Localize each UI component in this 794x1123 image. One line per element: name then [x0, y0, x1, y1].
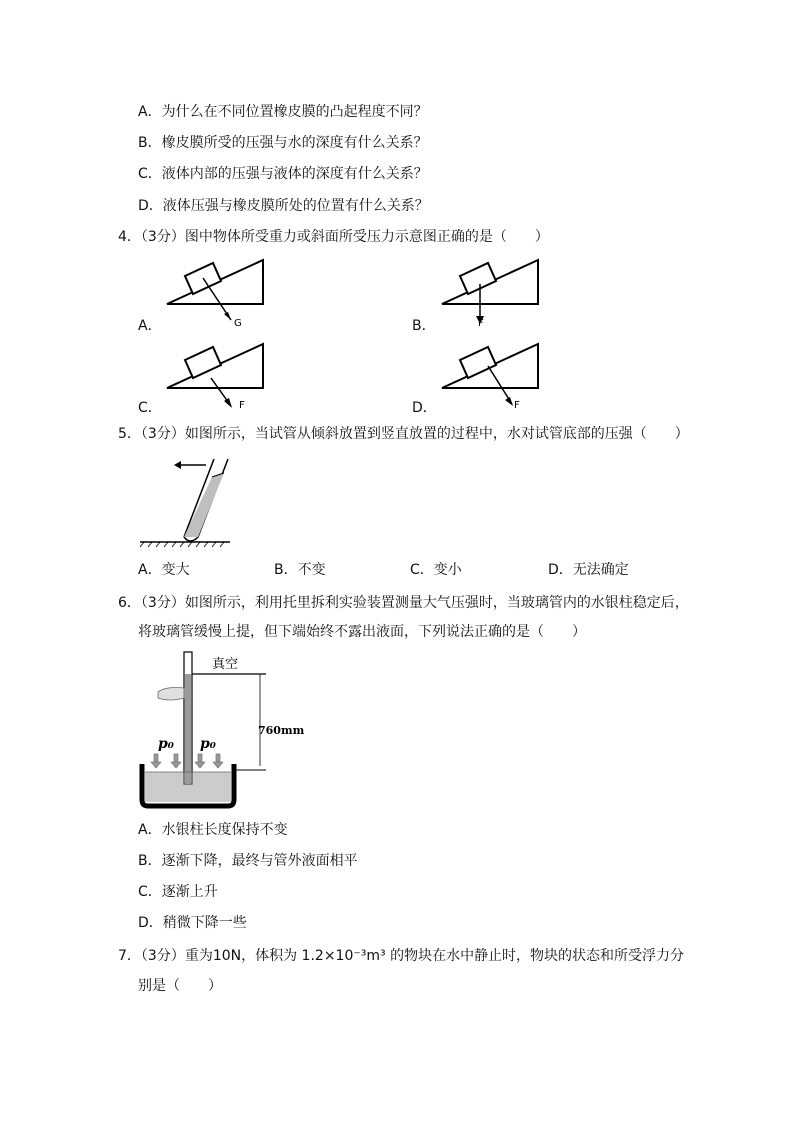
q3-option-c: C．液体内部的压强与液体的深度有什么关系？ — [138, 166, 428, 182]
p0-right-label: p₀ — [200, 736, 216, 752]
q3-option-d: D．液体压强与橡皮膜所处的位置有什么关系？ — [138, 198, 429, 214]
q5-option-a: A．变大 — [138, 562, 190, 578]
q5-stem: 5．（3分）如图所示，当试管从倾斜放置到竖直放置的过程中，水对试管底部的压强（ ） — [118, 426, 689, 442]
block — [185, 347, 221, 378]
block — [460, 347, 496, 378]
arrow-label: F — [514, 400, 520, 411]
arrow-label: G — [234, 318, 242, 329]
q6-option-a: A．水银柱长度保持不变 — [138, 822, 288, 838]
q7-stem-line2: 别是（ ） — [138, 978, 222, 994]
q4-label-b: B． — [412, 318, 436, 334]
q7-stem-line1: 7．（3分）重为10N，体积为 1.2×10⁻³m³ 的物块在水中静止时，物块的状态和所受浮力分 — [118, 948, 685, 964]
p0-left-label: p₀ — [158, 736, 174, 752]
arrow-label: F — [239, 400, 245, 411]
q6-stem-line1: 6．（3分）如图所示，利用托里拆利实验装置测量大气压强时，当玻璃管内的水银柱稳定后， — [118, 595, 689, 611]
vacuum-label: 真空 — [212, 657, 239, 672]
block — [460, 263, 496, 294]
q5-option-d: D．无法确定 — [548, 562, 629, 578]
arrow-label: F — [478, 318, 484, 329]
q4-label-d: D． — [412, 400, 437, 416]
q4-figure-c — [165, 340, 275, 420]
q6-stem-line2: 将玻璃管缓慢上提，但下端始终不露出液面，下列说法正确的是（ ） — [138, 624, 586, 640]
q5-option-c: C．变小 — [410, 562, 462, 578]
q4-figure-d — [440, 340, 550, 420]
q3-option-b: B．橡皮膜所受的压强与水的深度有什么关系？ — [138, 135, 428, 151]
q4-label-a: A． — [138, 318, 162, 334]
q6-option-d: D．稍微下降一些 — [138, 915, 247, 931]
water-column — [184, 473, 224, 537]
q6-torricelli-figure — [140, 652, 320, 812]
hand-icon — [158, 688, 184, 701]
q4-stem: 4．（3分）图中物体所受重力或斜面所受压力示意图正确的是（ ） — [118, 229, 549, 245]
mercury-column — [185, 674, 191, 784]
q4-figure-a — [165, 256, 275, 336]
q3-option-a: A．为什么在不同位置橡皮膜的凸起程度不同？ — [138, 104, 428, 120]
q6-option-b: B．逐渐下降，最终与管外液面相平 — [138, 853, 358, 869]
q4-figure-b — [440, 256, 550, 336]
q5-test-tube-figure — [140, 455, 240, 550]
q6-option-c: C．逐渐上升 — [138, 884, 218, 900]
height-label: 760mm — [258, 724, 305, 737]
q5-option-b: B．不变 — [274, 562, 326, 578]
q4-label-c: C． — [138, 400, 162, 416]
